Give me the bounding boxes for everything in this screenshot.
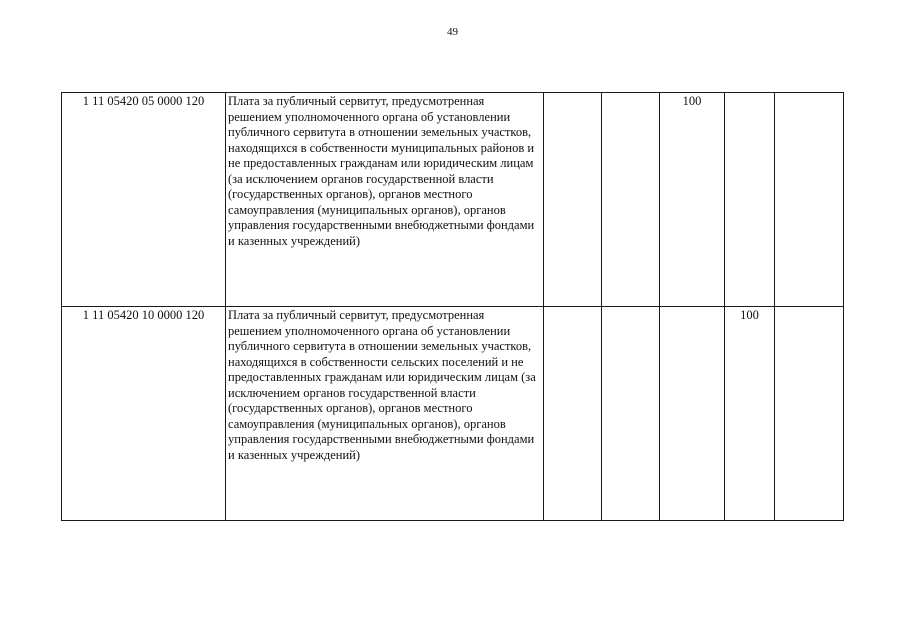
value-cell: 100 (725, 307, 775, 521)
budget-code-cell: 1 11 05420 05 0000 120 (62, 93, 226, 307)
value-cell (775, 307, 844, 521)
revenue-code-table (61, 92, 844, 521)
value-cell (544, 307, 602, 521)
description-cell: Плата за публичный сервитут, предусмотренная решением уполномоченного органа об установлении публичного сервитута в отношении земельных участков, находящихся в собственности муниципальных районов и не предоставленных гражданам или юридическим лицам (за исключением органов государственной власти (государственных органов), органов местного самоуправления (муниципальных органов), органов управления государственными внебюджетными фондами и казенных учреждений) (226, 93, 544, 307)
table-row (62, 307, 844, 521)
page-number: 49 (447, 26, 458, 38)
description-cell: Плата за публичный сервитут, предусмотренная решением уполномоченного органа об установлении публичного сервитута в отношении земельных участков, находящихся в собственности сельских поселений и не предоставленных гражданам или юридическим лицам (за исключением органов государственной власти (государственных органов), органов местного самоуправления (муниципальных органов), органов управления государственными внебюджетными фондами и казенных учреждений) (226, 307, 544, 521)
value-cell (602, 307, 660, 521)
value-cell (775, 93, 844, 307)
value-cell (544, 93, 602, 307)
value-cell (660, 307, 725, 521)
value-cell: 100 (660, 93, 725, 307)
budget-code-cell: 1 11 05420 10 0000 120 (62, 307, 226, 521)
value-cell (725, 93, 775, 307)
value-cell (602, 93, 660, 307)
table-row (62, 93, 844, 307)
